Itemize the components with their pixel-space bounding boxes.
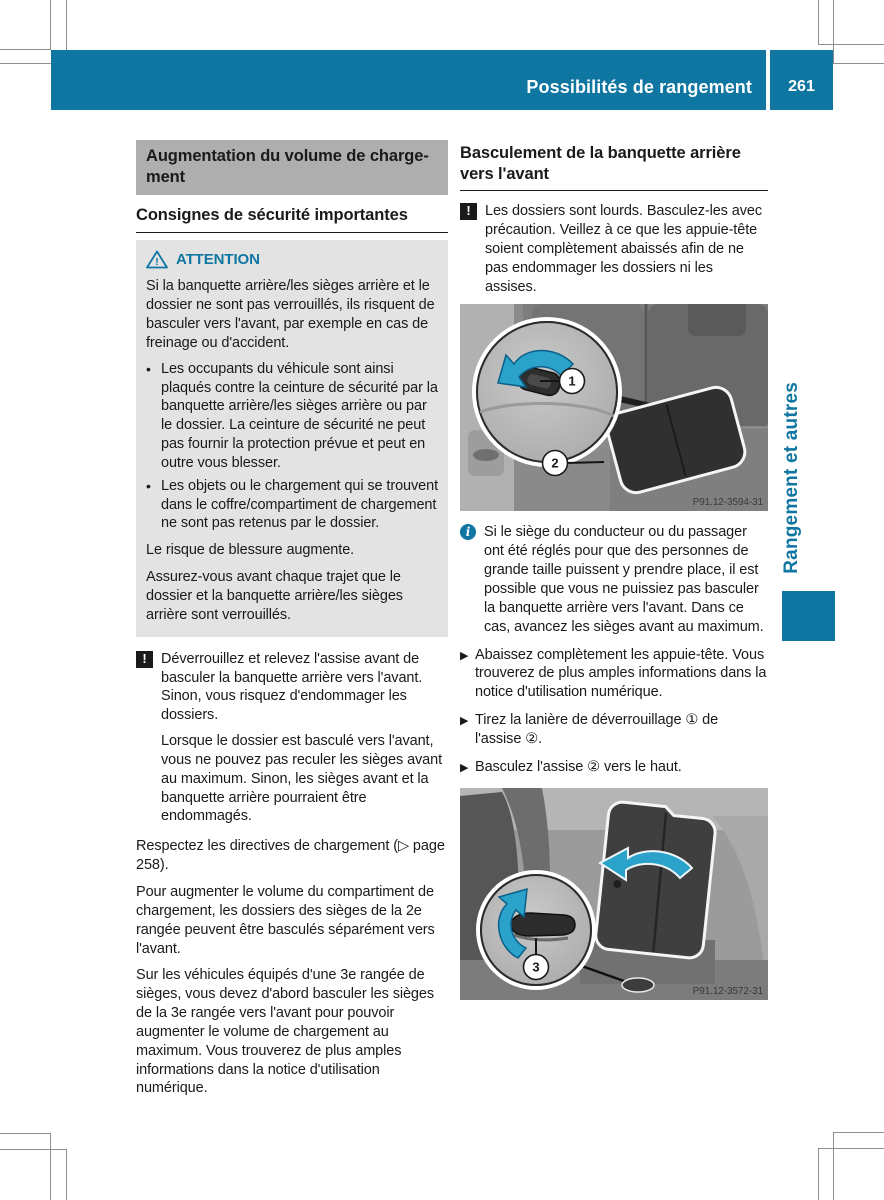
exclamation-square-icon: ! [460,203,477,220]
bullet-icon: • [146,360,151,377]
step-text: Abaissez complètement les appuie-tête. Vous trouverez de plus amples informations dans la notice d'utilisation numérique. [475,646,767,701]
info-icon: i [460,524,476,540]
frame-line [0,49,50,50]
right-column [460,143,768,1000]
frame-line [0,1149,66,1150]
callout-3-number: 3 [532,959,540,975]
subsection-heading: Basculement de la banquette arrière vers l'avant [460,143,768,191]
frame-line [50,1133,51,1200]
exclamation-square-icon: ! [136,651,153,668]
page-number: 261 [788,78,815,95]
attention-bullet-text: Les occupants du véhicule sont ainsi plaqués contre la ceinture de sécurité par la banquette arrière/les sièges arrière ou par le dossier. La ceinture de sécurité ne peut pas fournir la protection prévue et peut en outre vous blesser. [161,360,438,471]
info-note [460,523,768,636]
section-title-line: ment [146,168,186,187]
instruction-step [460,646,768,703]
attention-bullet [146,360,438,473]
callout-2-number: 2 [551,455,559,471]
attention-warning-box [136,240,448,637]
important-note-body [485,202,768,296]
step-arrow-icon: ▶ [460,649,469,662]
left-column [136,140,448,1098]
body-paragraph: Pour augmenter le volume du compartiment de chargement, les dossiers des sièges de la 2e rangée peuvent être basculés séparément vers l'avant. [136,883,435,957]
attention-bullet-list [146,360,438,534]
frame-line [833,0,834,63]
frame-line [818,0,819,44]
body-paragraph: Respectez les directives de chargement (▷ page 258). [136,838,445,874]
figure-backrest-fold [460,788,768,1000]
frame-line [818,44,884,45]
attention-label: ATTENTION [176,250,260,268]
important-note-body [161,650,448,827]
info-note-body [484,523,768,636]
frame-line [66,1149,67,1200]
frame-line [0,1133,50,1134]
subsection-heading: Consignes de sécurité importantes [136,205,448,233]
chapter-index-marker [782,591,835,641]
chapter-header-bar [51,50,766,110]
note-paragraph: Les dossiers sont lourds. Basculez-les avec précaution. Veillez à ce que les appuie-tête soient complètement abaissés afin de ne pas endommager les dossiers ni les assises. [485,203,762,295]
attention-header [146,250,438,270]
chapter-side-tab [776,368,808,588]
backrest-illustration [460,788,768,1000]
callout-1-number: 1 [568,373,576,389]
important-note [136,650,448,827]
instruction-step [460,758,768,777]
frame-line [833,1132,884,1133]
release-lever-small [622,978,654,992]
svg-text:!: ! [155,256,159,269]
frame-line [833,63,884,64]
attention-outro: Assurez-vous avant chaque trajet que le dossier et la banquette arrière/les sièges arrière sont verrouillés. [146,569,403,623]
step-arrow-icon: ▶ [460,761,469,774]
folded-backrest-shape [594,800,717,958]
section-title-box [136,140,448,195]
step-text: Basculez l'assise ② vers le haut. [475,758,682,775]
figure-code: P91.12-3572-31 [692,985,763,997]
figure-seat-cushion-unlock [460,304,768,511]
instruction-step [460,711,768,749]
frame-line [818,1148,819,1200]
section-title-line: Augmentation du volume de charge- [146,147,429,165]
attention-bullet-text: Les objets ou le chargement qui se trouvent dans le coffre/compartiment de chargement ne sont pas retenus par le dossier. [161,477,439,532]
chapter-title: Possibilités de rangement [526,76,752,97]
attention-outro: Le risque de blessure augmente. [146,542,355,559]
attention-intro: Si la banquette arrière/les sièges arrière et le dossier ne sont pas verrouillés, ils risquent de basculer vers l'avant, par exemple en cas de freinage ou d'accident. [146,278,435,351]
seat-cushion-illustration [460,304,768,511]
warning-triangle-icon [146,250,168,269]
page-number-box [770,50,833,110]
body-paragraph: Sur les véhicules équipés d'une 3e rangée de sièges, vous devez d'abord basculer les sièges de la 3e rangée vers l'avant pour pouvoir augmenter le volume de chargement au maximum. Vous trouverez de plus amples informations dans la notice d'utilisation numérique. [136,967,435,1097]
attention-bullet [146,477,438,534]
step-arrow-icon: ▶ [460,715,469,728]
note-paragraph: Déverrouillez et relevez l'assise avant de basculer la banquette arrière vers l'avant. Sinon, vous risquez d'endommager les dossiers. [161,650,423,724]
frame-line [833,1132,834,1200]
figure-code: P91.12-3594-31 [692,497,763,509]
info-paragraph: Si le siège du conducteur ou du passager ont été réglés pour que des personnes de grande taille puissent y prendre place, il est possible que vous ne puissiez pas basculer la banquette arrière vers l'avant. Dans ce cas, avancez les sièges avant au maximum. [484,524,764,635]
note-paragraph: Lorsque le dossier est basculé vers l'avant, vous ne pouvez pas reculer les sièges avant au maximum. Sinon, les sièges avant et la banquette arrière pourraient être endommagés. [161,733,443,825]
step-text: Tirez la lanière de déverrouillage ① de l'assise ②. [475,712,719,747]
chapter-side-tab-label: Rangement et autres [781,382,802,574]
frame-line [818,1148,884,1149]
bullet-icon: • [146,477,151,494]
frame-line [50,0,51,50]
important-note [460,202,768,296]
